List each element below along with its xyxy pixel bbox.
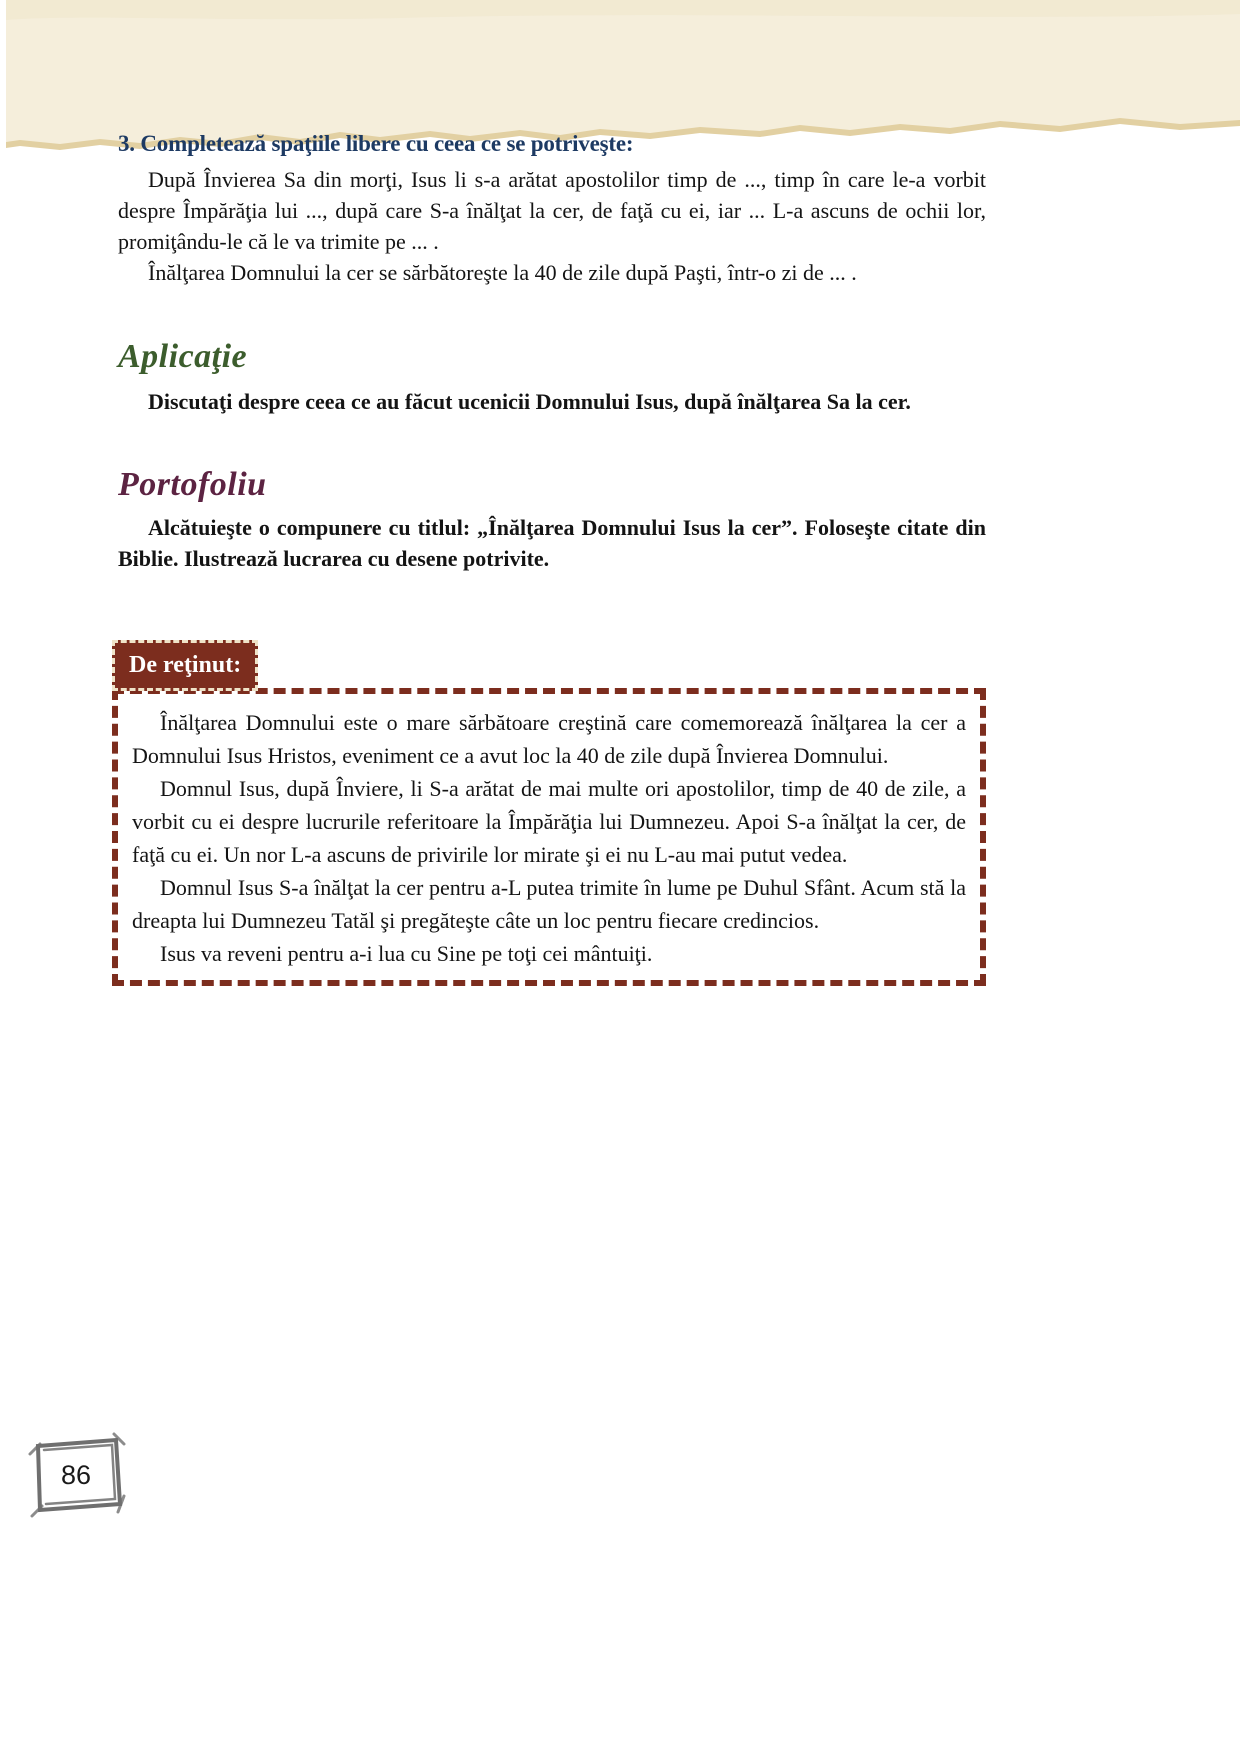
aplicatie-text: Discutaţi despre ceea ce au făcut ucenicii Domnului Isus, după înălţarea Sa la cer.: [148, 389, 911, 414]
page-number: 86: [60, 1460, 92, 1490]
portofoliu-text: Alcătuieşte o compunere cu titlul: „Înălţarea Domnului Isus la cer”. Foloseşte citate din Biblie. Ilustrează lucrarea cu desene potrivite.: [118, 515, 986, 571]
exercise-paragraph-1: După Învierea Sa din morţi, Isus li s-a arătat apostolilor timp de ..., timp în care le-a vorbit despre Împărăţia lui ..., după care S-a înălţat la cer, de faţă cu ei, iar ... L-a ascuns de ochii lor, promiţându-le că le va trimite pe ... .: [118, 167, 986, 254]
page-number-frame: [26, 1430, 130, 1522]
note-paragraph-1: Înălţarea Domnului este o mare sărbătoare creştină care comemorează înălţarea la cer a Domnului Isus Hristos, eveniment ce a avut loc la 40 de zile după Învierea Domnului.: [132, 710, 966, 768]
de-retinut-text: [132, 706, 966, 970]
aplicatie-title: Aplicaţie: [118, 338, 248, 375]
parchment-header-band: [0, 0, 1240, 150]
note-paragraph-4: Isus va reveni pentru a-i lua cu Sine pe toţi cei mântuiţi.: [160, 941, 653, 966]
exercise-paragraph-2: Înălţarea Domnului la cer se sărbătoreşte la 40 de zile după Paşti, într-o zi de ... .: [148, 260, 857, 285]
exercise-body: [118, 164, 986, 288]
de-retinut-box: [112, 652, 986, 986]
note-paragraph-3: Domnul Isus S-a înălţat la cer pentru a-L putea trimite în lume pe Duhul Sfânt. Acum stă la dreapta lui Dumnezeu Tatăl şi pregăteşte câte un loc pentru fiecare credincios.: [132, 875, 966, 933]
note-paragraph-2: Domnul Isus, după Înviere, li S-a arătat de mai multe ori apostolilor, timp de 40 de zile, a vorbit cu ei despre lucrurile referitoare la Împărăţia lui Dumnezeu. Apoi S-a înălţat la cer, de faţă cu ei. Un nor L-a ascuns de privirile lor mirate şi ei nu L-au mai putut vedea.: [132, 776, 966, 867]
portofoliu-title: Portofoliu: [118, 466, 267, 503]
de-retinut-badge: De reţinut:: [112, 640, 258, 691]
torn-paper-edge: [0, 0, 1240, 150]
exercise-heading: 3. Completează spaţiile libere cu ceea ce se potriveşte:: [118, 131, 634, 156]
